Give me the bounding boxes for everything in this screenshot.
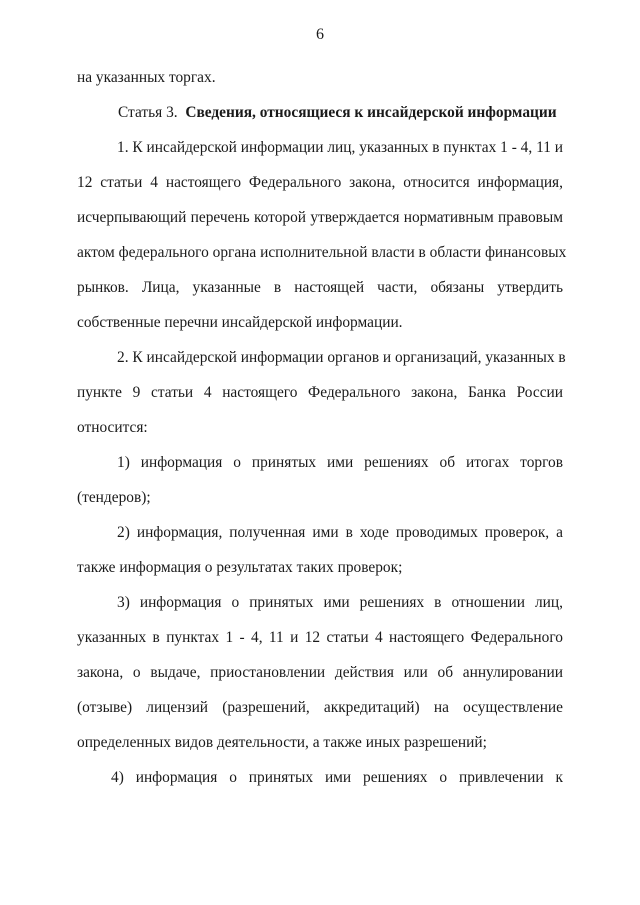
text-line: актом федерального органа исполнительной власти в области финансовых xyxy=(77,244,567,261)
list-item-line: определенных видов деятельности, а также иных разрешений; xyxy=(77,734,487,751)
list-item-line: 2) информация, полученная ими в ходе проводимых проверок, а xyxy=(117,524,563,541)
article-heading xyxy=(77,95,563,130)
list-item-line: 1) информация о принятых ими решениях об итогах торгов xyxy=(117,454,563,471)
list-item-line: 3) информация о принятых ими решениях в отношении лиц, xyxy=(117,594,563,611)
document-body xyxy=(77,60,567,795)
list-item-line: указанных в пунктах 1 - 4, 11 и 12 статьи 4 настоящего Федерального xyxy=(77,629,563,646)
text-line: на указанных торгах. xyxy=(77,69,216,86)
text-line: 1. К инсайдерской информации лиц, указанных в пунктах 1 - 4, 11 и xyxy=(117,139,563,156)
text-line: собственные перечни инсайдерской информации. xyxy=(77,314,403,331)
text-line: исчерпывающий перечень которой утверждается нормативным правовым xyxy=(77,209,563,226)
list-item-line: (тендеров); xyxy=(77,489,151,506)
text-line: пункте 9 статьи 4 настоящего Федерального закона, Банка России xyxy=(77,384,563,401)
text-line: 12 статьи 4 настоящего Федерального закона, относится информация, xyxy=(77,174,563,191)
list-item-line: закона, о выдаче, приостановлении действия или об аннулировании xyxy=(77,664,563,681)
article-title: Сведения, относящиеся к инсайдерской информации xyxy=(185,104,557,121)
list-item-line: 4) информация о принятых ими решениях о привлечении к xyxy=(111,769,563,786)
list-item-line: (отзыве) лицензий (разрешений, аккредитаций) на осуществление xyxy=(77,699,563,716)
text-line: рынков. Лица, указанные в настоящей части, обязаны утвердить xyxy=(77,279,563,296)
article-number: Статья 3. xyxy=(118,104,178,121)
page-number: 6 xyxy=(316,26,324,43)
list-item-line: также информация о результатах таких проверок; xyxy=(77,559,403,576)
text-line: относится: xyxy=(77,419,148,436)
text-line: 2. К инсайдерской информации органов и организаций, указанных в xyxy=(117,349,566,366)
